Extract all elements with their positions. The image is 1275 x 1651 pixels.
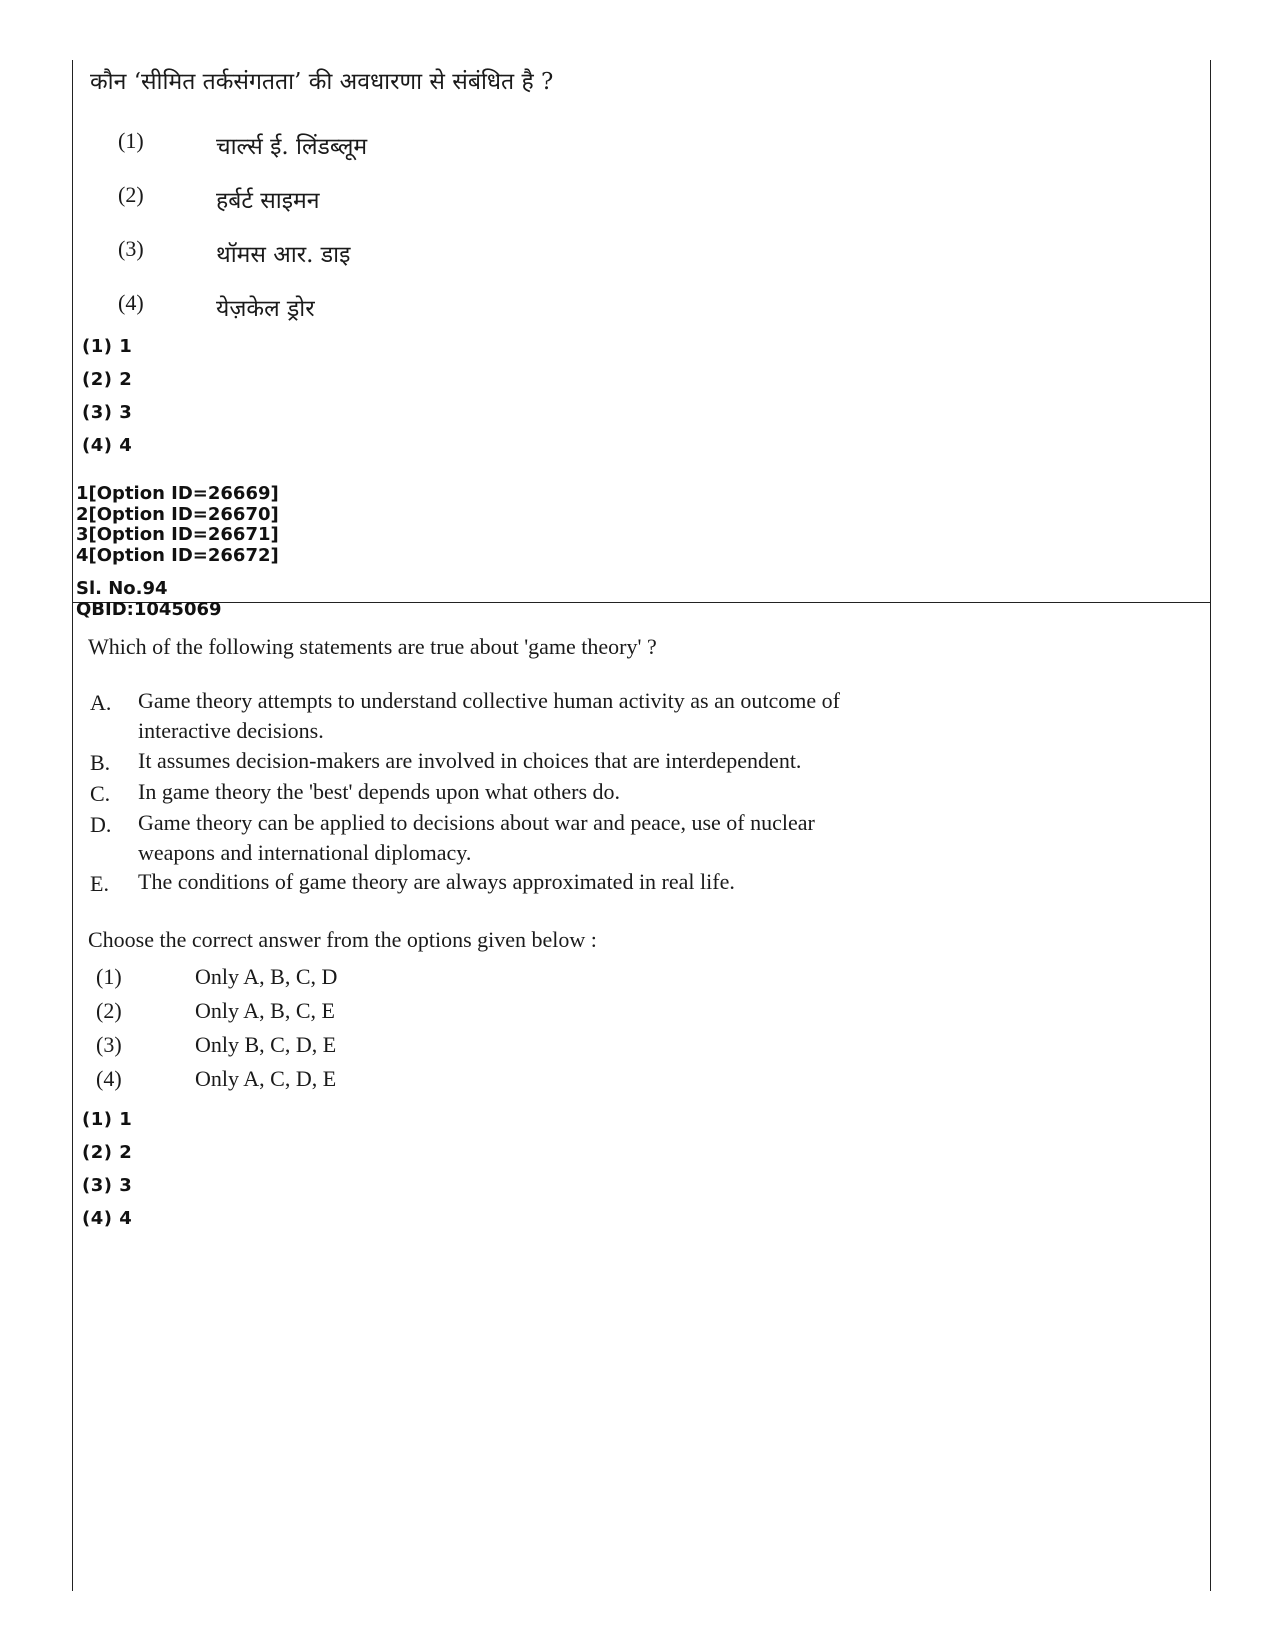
statement-text: In game theory the 'best' depends upon what others do.: [138, 779, 621, 804]
prev-option-number: (2): [118, 182, 144, 207]
option-number: (2): [96, 998, 122, 1023]
question-divider: [72, 602, 1210, 603]
answer-choice[interactable]: (1) 1: [82, 1109, 133, 1130]
prev-answer-choice[interactable]: (4) 4: [82, 435, 133, 456]
option-number: (1): [96, 964, 122, 989]
option-id-line: 2[Option ID=26670]: [76, 504, 279, 525]
option-text: Only A, C, D, E: [195, 1066, 337, 1091]
serial-number: Sl. No.94: [76, 578, 168, 599]
statement-letter: C.: [90, 781, 111, 806]
instruction-text: Choose the correct answer from the options given below :: [88, 927, 597, 952]
option-text: Only A, B, C, E: [195, 998, 335, 1023]
option-number: (4): [96, 1066, 122, 1091]
option-text: Only A, B, C, D: [195, 964, 338, 989]
prev-answer-choice[interactable]: (3) 3: [82, 402, 133, 423]
prev-option-number: (3): [118, 236, 144, 261]
statement-letter: A.: [90, 690, 112, 715]
statement-letter: B.: [90, 750, 111, 775]
question-bank-id: QBID:1045069: [76, 599, 222, 620]
option-text: Only B, C, D, E: [195, 1032, 337, 1057]
prev-option-text: थॉमस आर. डाइ: [216, 242, 351, 268]
option-id-line: 3[Option ID=26671]: [76, 524, 279, 545]
answer-choice[interactable]: (3) 3: [82, 1175, 133, 1196]
statement-text: The conditions of game theory are always approximated in real life.: [138, 869, 735, 894]
answer-choice[interactable]: (4) 4: [82, 1208, 133, 1229]
option-id-line: 4[Option ID=26672]: [76, 545, 279, 566]
statement-letter: D.: [90, 812, 112, 837]
prev-question-text: कौन ‘सीमित तर्कसंगतता’ की अवधारणा से संबंधित है ?: [90, 69, 554, 95]
question-text: Which of the following statements are true about 'game theory' ?: [88, 634, 657, 659]
statement-text: It assumes decision-makers are involved in choices that are interdependent.: [138, 748, 802, 773]
statement-letter: E.: [90, 871, 109, 896]
statement-text: Game theory attempts to understand collective human activity as an outcome of interactive decisions.: [138, 688, 840, 743]
prev-answer-choice[interactable]: (2) 2: [82, 369, 133, 390]
prev-answer-choice[interactable]: (1) 1: [82, 336, 133, 357]
prev-option-text: येज़केल ड्रोर: [216, 296, 315, 322]
statement-text: Game theory can be applied to decisions about war and peace, use of nuclear weapons and international diplomacy.: [138, 810, 815, 865]
answer-choice[interactable]: (2) 2: [82, 1142, 133, 1163]
prev-option-text: चार्ल्स ई. लिंडब्लूम: [216, 134, 368, 160]
prev-option-text: हर्बर्ट साइमन: [216, 188, 320, 214]
prev-option-number: (4): [118, 290, 144, 315]
prev-option-number: (1): [118, 128, 144, 153]
option-number: (3): [96, 1032, 122, 1057]
option-id-line: 1[Option ID=26669]: [76, 483, 279, 504]
